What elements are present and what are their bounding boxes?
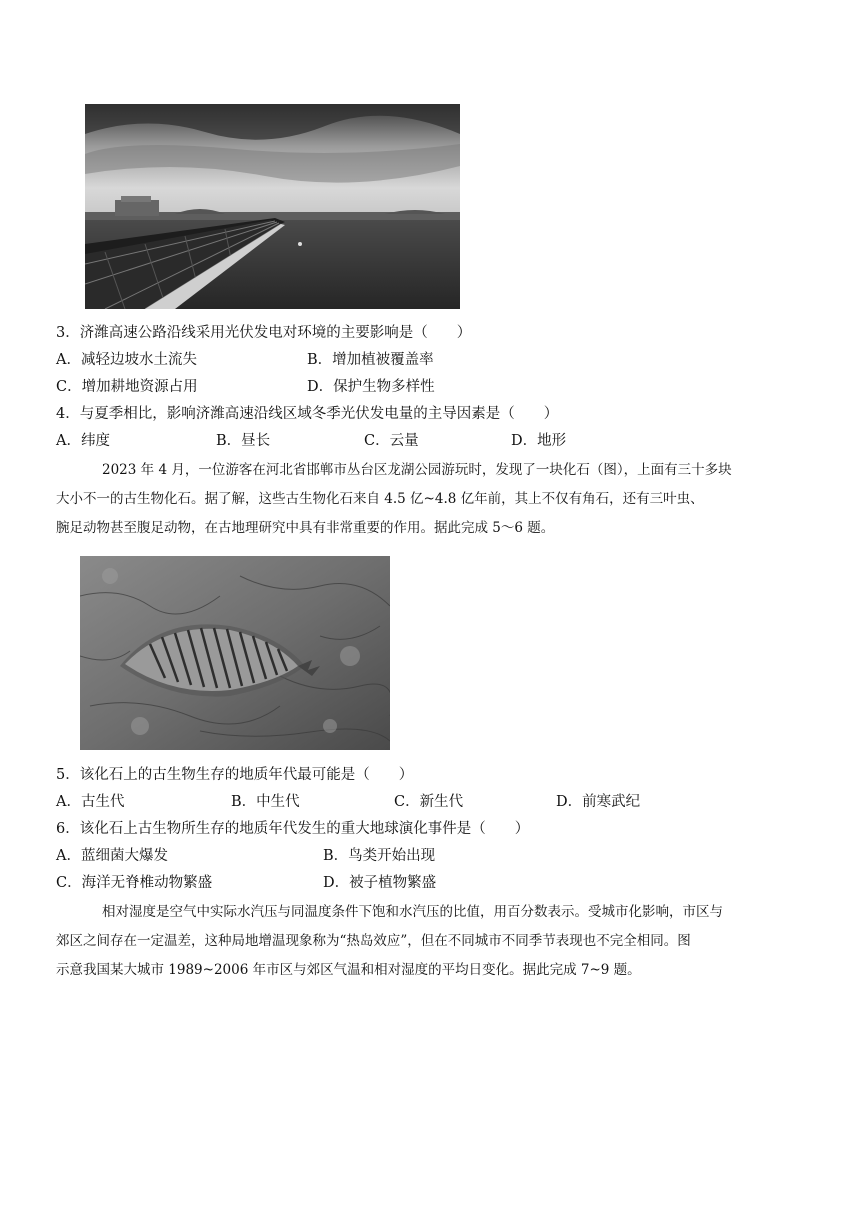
fossil-photo: [80, 556, 390, 750]
question-4-stem: 4．与夏季相比，影响济潍高速沿线区域冬季光伏发电量的主导因素是（ ）: [56, 406, 559, 422]
passage-fossil-line: 2023 年 4 月，一位游客在河北省邯郸市丛台区龙湖公园游玩时，发现了一块化石（图），上面有三十多块: [102, 462, 732, 478]
question-3-option-b: B．增加植被覆盖率: [307, 352, 434, 368]
question-6-option-d: D．被子植物繁盛: [323, 875, 437, 891]
solar-panel-photo: [85, 104, 460, 309]
passage-humidity: [56, 898, 796, 985]
passage-humidity-line: 相对湿度是空气中实际水汽压与同温度条件下饱和水汽压的比值，用百分数表示。受城市化影响，市区与: [102, 904, 723, 920]
question-6-option-a: A．蓝细菌大爆发: [56, 848, 168, 864]
question-3-option-d: D．保护生物多样性: [307, 379, 435, 395]
question-3-stem: 3．济潍高速公路沿线采用光伏发电对环境的主要影响是（ ）: [56, 325, 472, 341]
fossil-illustration: [80, 556, 390, 750]
solar-panel-illustration: [85, 104, 460, 309]
question-4-option-b: B．昼长: [216, 433, 271, 449]
question-6-option-c: C．海洋无脊椎动物繁盛: [56, 875, 213, 891]
question-5-option-c: C．新生代: [394, 794, 464, 810]
question-3-option-a: A．减轻边坡水土流失: [56, 352, 197, 368]
passage-humidity-line: 示意我国某大城市 1989~2006 年市区与郊区气温和相对湿度的平均日变化。据此完成 7~9 题。: [56, 962, 641, 978]
passage-fossil: [56, 456, 796, 543]
question-6-option-b: B．鸟类开始出现: [323, 848, 436, 864]
question-6-stem: 6．该化石上古生物所生存的地质年代发生的重大地球演化事件是（ ）: [56, 821, 530, 837]
question-5-option-b: B．中生代: [231, 794, 300, 810]
passage-humidity-line: 郊区之间存在一定温差，这种局地增温现象称为“热岛效应”，但在不同城市不同季节表现也不完全相同。图: [56, 933, 691, 949]
question-4-option-d: D．地形: [511, 433, 567, 449]
question-5-option-d: D．前寒武纪: [556, 794, 641, 810]
question-4-option-c: C．云量: [364, 433, 419, 449]
question-3-option-c: C．增加耕地资源占用: [56, 379, 198, 395]
question-5-stem: 5．该化石上的古生物生存的地质年代最可能是（ ）: [56, 767, 414, 783]
passage-fossil-line: 大小不一的古生物化石。据了解，这些古生物化石来自 4.5 亿~4.8 亿年前，其上不仅有角石，还有三叶虫、: [56, 491, 704, 507]
passage-fossil-line: 腕足动物甚至腹足动物，在古地理研究中具有非常重要的作用。据此完成 5～6 题。: [56, 520, 555, 536]
question-5-option-a: A．古生代: [56, 794, 125, 810]
question-4-option-a: A．纬度: [56, 433, 110, 449]
